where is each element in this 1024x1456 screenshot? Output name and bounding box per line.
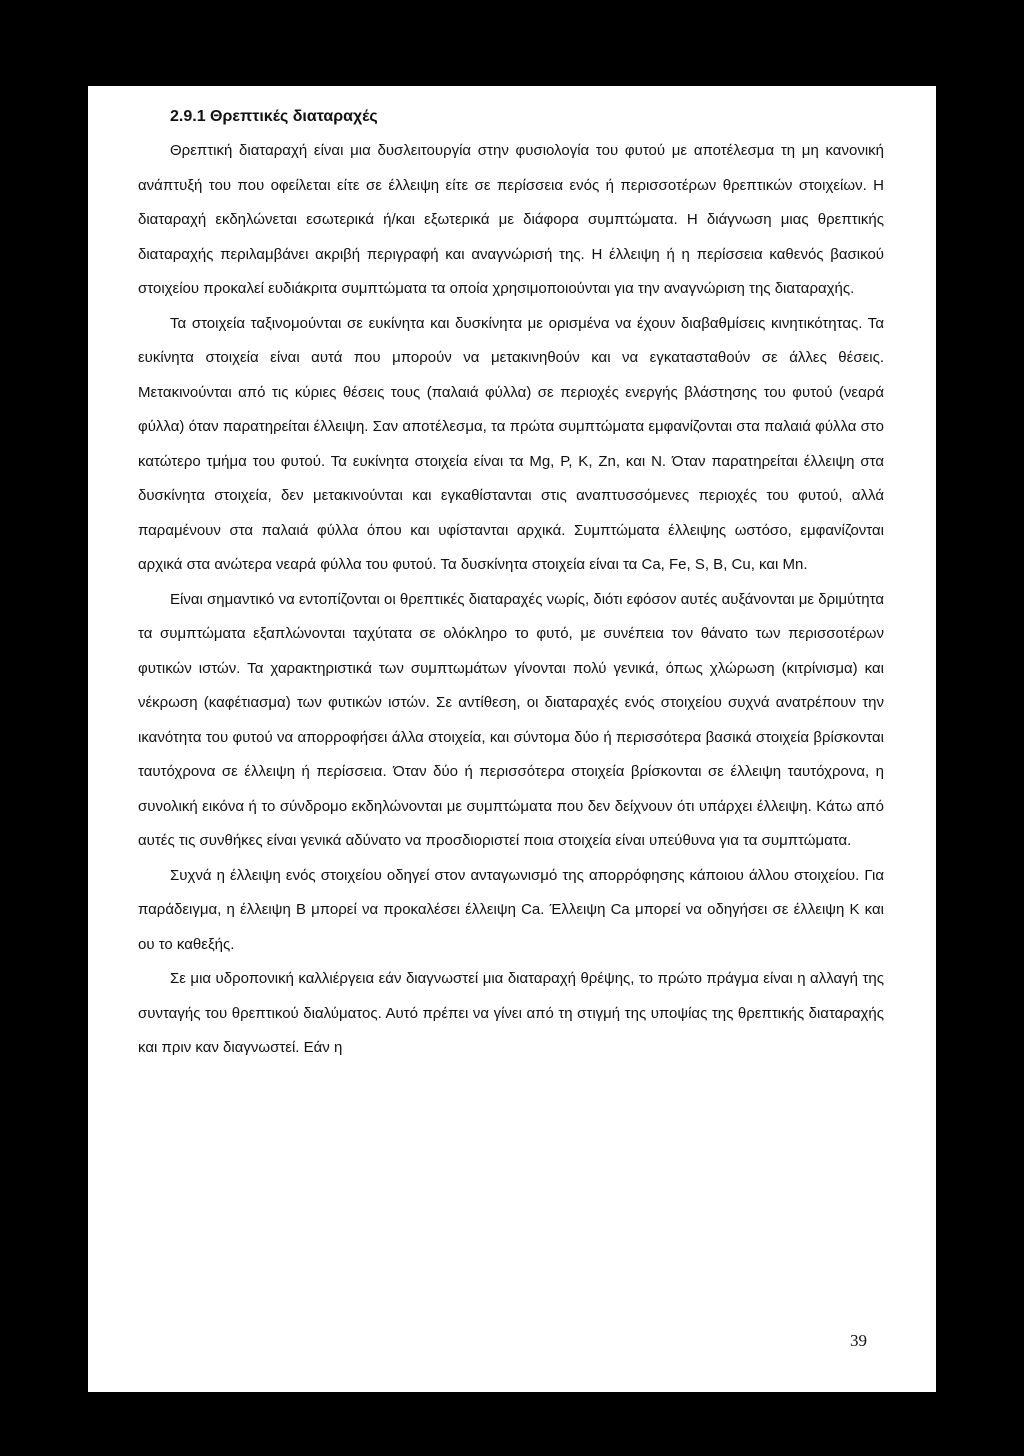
paragraph-element-mobility: Τα στοιχεία ταξινομούνται σε ευκίνητα και δυσκίνητα με ορισμένα να έχουν διαβαθμίσεις κινητικότητας. Τα ευκίνητα στοιχεία είναι αυτά που μπορούν να μετακινηθούν και να εγκατασταθούν σε άλλες θέσεις. Μετακινούνται από τις κύριες θέσεις τους (παλαιά φύλλα) σε περιοχές ενεργής βλάστησης του φυτού (νεαρά φύλλα) όταν παρατηρείται έλλειψη. Σαν αποτέλεσμα, τα πρώτα συμπτώματα εμφανίζονται στα παλαιά φύλλα στο κατώτερο τμήμα του φυτού. Τα ευκίνητα στοιχεία είναι τα Mg, P, K, Zn, και N. Όταν παρατηρείται έλλειψη στα δυσκίνητα στοιχεία, δεν μετακινούνται και εγκαθίστανται στις αναπτυσσόμενες περιοχές του φυτού, αλλά παραμένουν στα παλαιά φύλλα όπου και υφίστανται αρχικά. Συμπτώματα έλλειψης ωστόσο, εμφανίζονται αρχικά στα ανώτερα νεαρά φύλλα του φυτού. Τα δυσκίνητα στοιχεία είναι τα Ca, Fe, S, B, Cu, και Mn. xyxy=(138,314,884,573)
paragraph-absorption-competition: Συχνά η έλλειψη ενός στοιχείου οδηγεί στον ανταγωνισμό της απορρόφησης κάποιου άλλου στοιχείου. Για παράδειγμα, η έλλειψη B μπορεί να προκαλέσει έλλειψη Ca. Έλλειψη Ca μπορεί να οδηγήσει σε έλλειψη K και ου το καθεξής. xyxy=(138,866,884,953)
paragraph-nutritional-disorder-definition: Θρεπτική διαταραχή είναι μια δυσλειτουργία στην φυσιολογία του φυτού με αποτέλεσμα τη μη κανονική ανάπτυξή του που οφείλεται είτε σε έλλειψη είτε σε περίσσεια ενός ή περισσοτέρων θρεπτικών στοιχείων. Η διαταραχή εκδηλώνεται εσωτερικά ή/και εξωτερικά με διάφορα συμπτώματα. Η διάγνωση μιας θρεπτικής διαταραχής περιλαμβάνει ακριβή περιγραφή και αναγνώρισή της. Η έλλειψη ή η περίσσεια καθενός βασικού στοιχείου προκαλεί ευδιάκριτα συμπτώματα τα οποία χρησιμοποιούνται για την αναγνώριση της διαταραχής. xyxy=(138,142,884,297)
page-content xyxy=(138,100,884,1066)
page-number: 39 xyxy=(850,1331,867,1350)
paragraph-hydroponic-diagnosis: Σε μια υδροπονική καλλιέργεια εάν διαγνωστεί μια διαταραχή θρέψης, το πρώτο πράγμα είναι η αλλαγή της συνταγής του θρεπτικού διαλύματος. Αυτό πρέπει να γίνει από τη στιγμή της υποψίας της θρεπτικής διαταραχής και πριν καν διαγνωστεί. Εάν η xyxy=(138,970,884,1056)
paragraph-early-detection: Είναι σημαντικό να εντοπίζονται οι θρεπτικές διαταραχές νωρίς, διότι εφόσον αυτές αυξάνονται με δριμύτητα τα συμπτώματα εξαπλώνονται ταχύτατα σε ολόκληρο το φυτό, με συνέπεια τον θάνατο των περισσοτέρων φυτικών ιστών. Τα χαρακτηριστικά των συμπτωμάτων γίνονται πολύ γενικά, όπως χλώρωση (κιτρίνισμα) και νέκρωση (καφέτιασμα) των φυτικών ιστών. Σε αντίθεση, οι διαταραχές ενός στοιχείου συχνά ανατρέπουν την ικανότητα του φυτού να απορροφήσει άλλα στοιχεία, και σύντομα δύο ή περισσότερα βασικά στοιχεία βρίσκονται ταυτόχρονα σε έλλειψη ή περίσσεια. Όταν δύο ή περισσότερα στοιχεία βρίσκονται σε έλλειψη ταυτόχρονα, η συνολική εικόνα ή το σύνδρομο εκδηλώνονται με συμπτώματα που δεν δείχνουν ότι υπάρχει έλλειψη. Κάτω από αυτές τις συνθήκες είναι γενικά αδύνατο να προσδιοριστεί ποια στοιχεία είναι υπεύθυνα για τα συμπτώματα. xyxy=(138,590,884,849)
section-title: 2.9.1 Θρεπτικές διαταραχές xyxy=(170,108,378,125)
document-page xyxy=(88,86,936,1392)
